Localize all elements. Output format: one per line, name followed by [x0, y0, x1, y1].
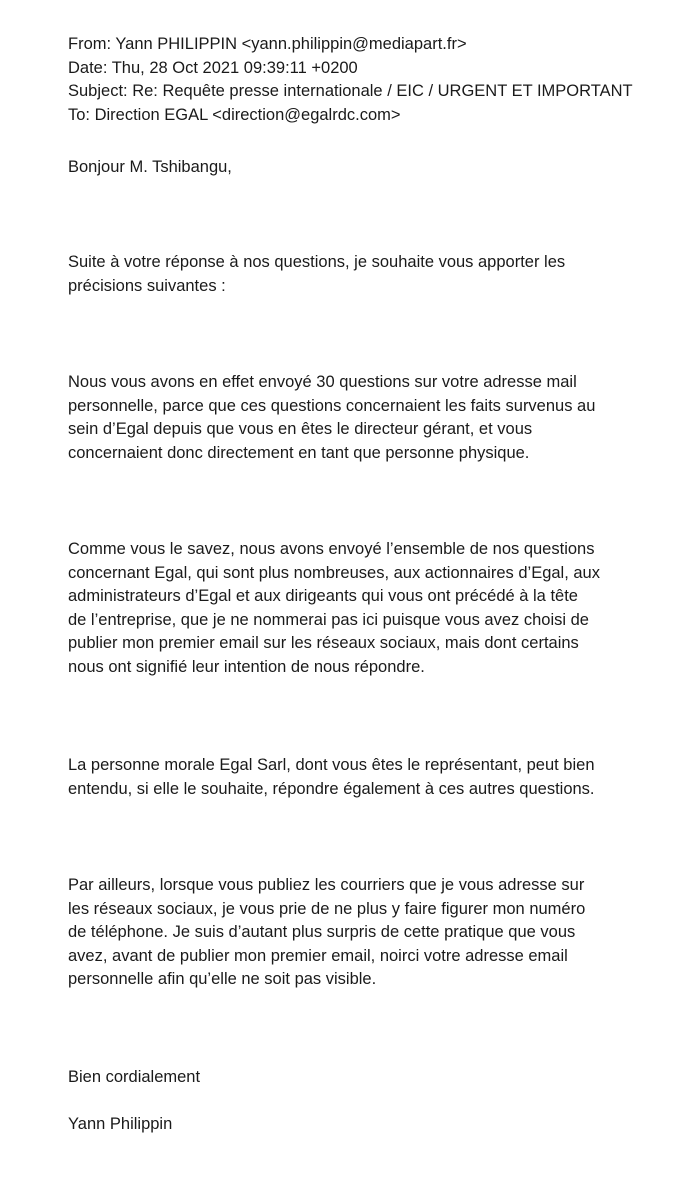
paragraph-line: sein d’Egal depuis que vous en êtes le directeur gérant, et vous [68, 420, 533, 438]
header-date: Date: Thu, 28 Oct 2021 09:39:11 +0200 [68, 58, 358, 77]
paragraph-line: nous ont signifié leur intention de nous répondre. [68, 657, 425, 676]
paragraph-1 [68, 251, 678, 298]
paragraph-4 [68, 754, 678, 801]
paragraph-line: personnelle afin qu’elle ne soit pas visible. [68, 970, 377, 988]
paragraph-line: avez, avant de publier mon premier email, noirci votre adresse email [68, 946, 568, 965]
closing [68, 1066, 678, 1090]
paragraph-line: Nous vous avons en effet envoyé 30 questions sur votre adresse mail [68, 373, 577, 391]
greeting [68, 156, 678, 180]
header-from: From: Yann PHILIPPIN <yann.philippin@mediapart.fr> [68, 35, 467, 53]
signature [68, 1113, 678, 1137]
paragraph-line: Comme vous le savez, nous avons envoyé l’ensemble de nos questions [68, 540, 595, 558]
paragraph-line: publier mon premier email sur les réseaux sociaux, mais dont certains [68, 634, 579, 652]
paragraph-2 [68, 371, 678, 465]
header-to: To: Direction EGAL <direction@egalrdc.com> [68, 105, 401, 124]
paragraph-5 [68, 874, 678, 992]
paragraph-line: précisions suivantes : [68, 276, 226, 295]
paragraph-line: les réseaux sociaux, je vous prie de ne plus y faire figurer mon numéro [68, 899, 586, 918]
paragraph-line: Suite à votre réponse à nos questions, je souhaite vous apporter les [68, 253, 566, 271]
email-header [68, 33, 678, 127]
greeting-text: Bonjour M. Tshibangu, [68, 158, 232, 176]
paragraph-line: Par ailleurs, lorsque vous publiez les courriers que je vous adresse sur [68, 876, 585, 894]
paragraph-line: concernant Egal, qui sont plus nombreuses, aux actionnaires d’Egal, aux [68, 563, 600, 582]
paragraph-line: de téléphone. Je suis d’autant plus surpris de cette pratique que vous [68, 923, 576, 941]
paragraph-3 [68, 538, 678, 679]
paragraph-line: administrateurs d’Egal et aux dirigeants qui vous ont précédé à la tête [68, 587, 578, 605]
signature-text: Yann Philippin [68, 1115, 173, 1133]
paragraph-line: concernaient donc directement en tant que personne physique. [68, 443, 530, 462]
paragraph-line: de l’entreprise, que je ne nommerai pas ici puisque vous avez choisi de [68, 610, 589, 629]
paragraph-line: La personne morale Egal Sarl, dont vous êtes le représentant, peut bien [68, 756, 595, 774]
header-subject: Subject: Re: Requête presse internationale / EIC / URGENT ET IMPORTANT [68, 82, 633, 100]
paragraph-line: entendu, si elle le souhaite, répondre également à ces autres questions. [68, 779, 595, 798]
closing-text: Bien cordialement [68, 1068, 201, 1086]
paragraph-line: personnelle, parce que ces questions concernaient les faits survenus au [68, 396, 596, 415]
